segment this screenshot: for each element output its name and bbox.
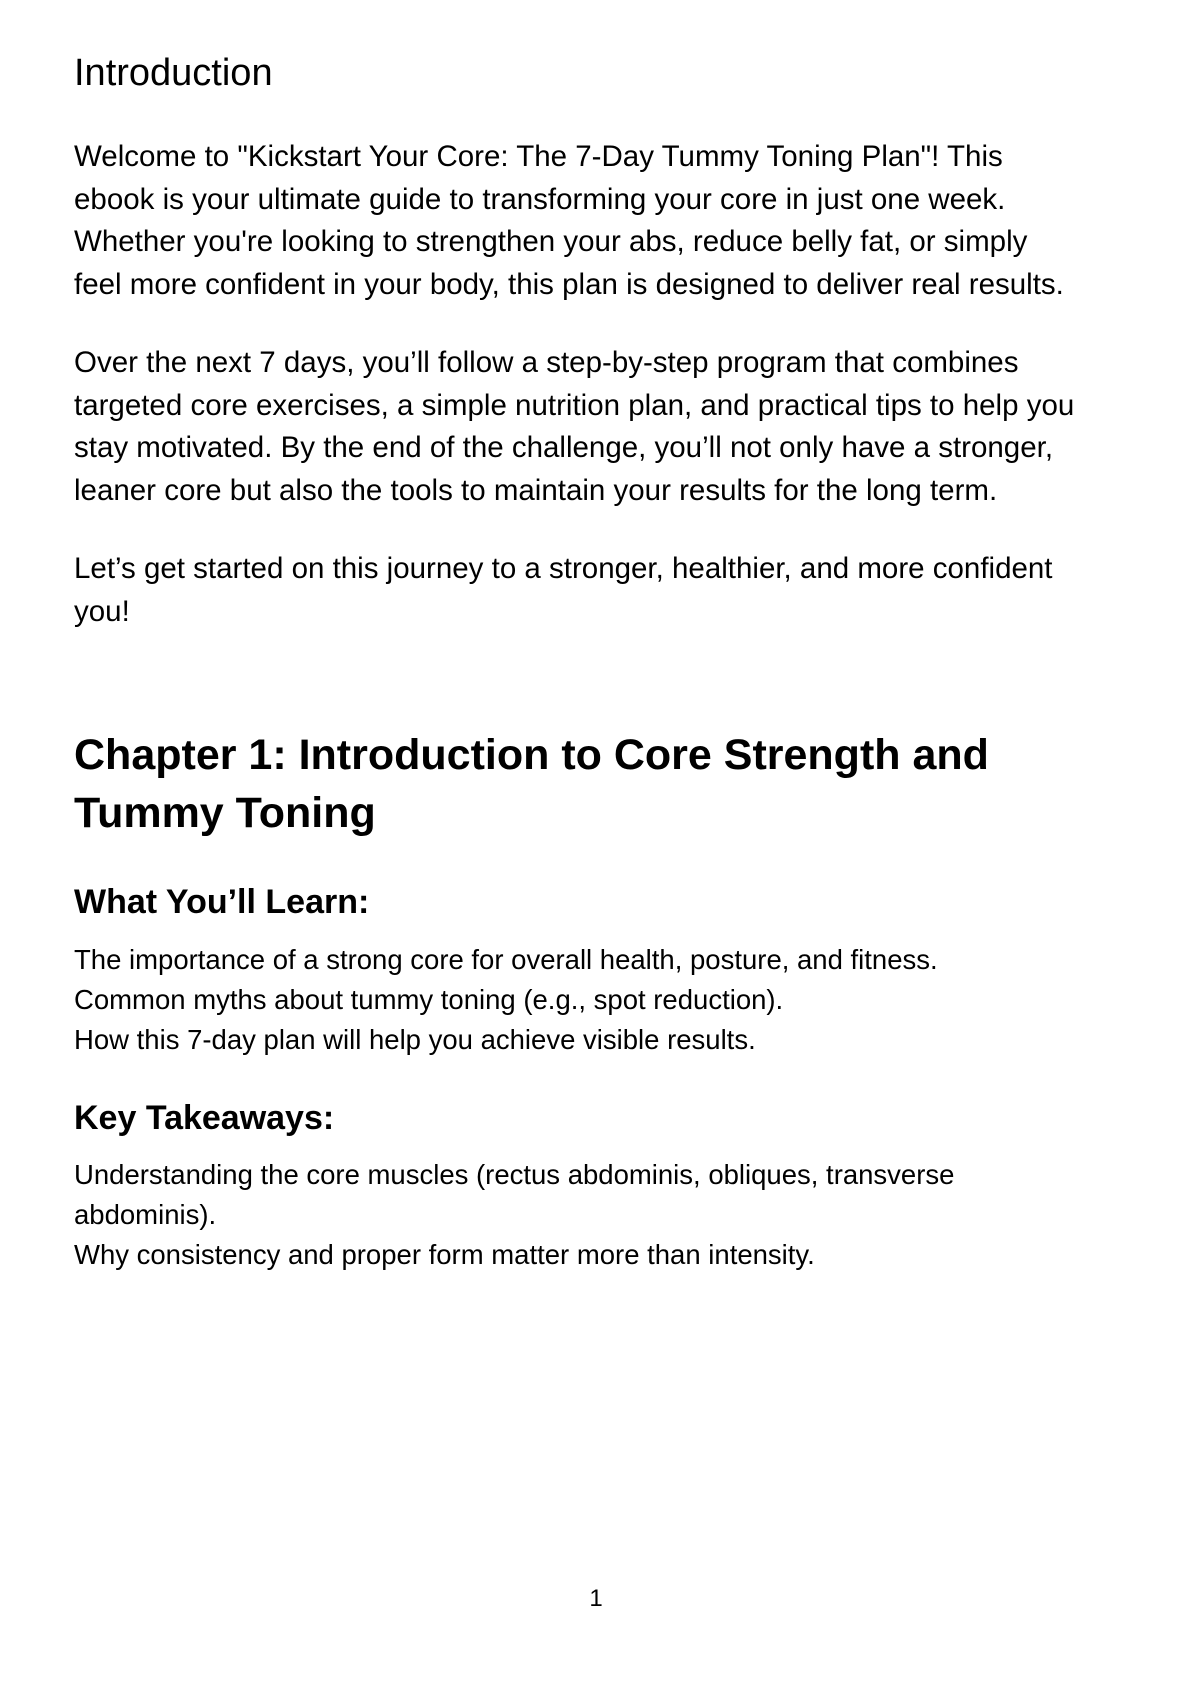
text-line: How this 7-day plan will help you achieve visible results.: [74, 1024, 756, 1055]
heading-line: Chapter 1: Introduction to Core Strength and: [74, 731, 989, 779]
text-line: ebook is your ultimate guide to transforming your core in just one week.: [74, 182, 1006, 216]
text-line: targeted core exercises, a simple nutrition plan, and practical tips to help you: [74, 388, 1075, 422]
text-line: Welcome to "Kickstart Your Core: The 7-Day Tummy Toning Plan"! This: [74, 140, 1003, 173]
intro-paragraph-1: [74, 136, 1174, 306]
text-line: leaner core but also the tools to maintain your results for the long term.: [74, 473, 998, 507]
text-line: The importance of a strong core for overall health, posture, and fitness.: [74, 944, 938, 975]
text-line: Understanding the core muscles (rectus abdominis, obliques, transverse: [74, 1159, 955, 1190]
text-line: Let’s get started on this journey to a stronger, healthier, and more confident: [74, 552, 1053, 585]
page-number: 1: [589, 1585, 603, 1612]
list-item: [74, 980, 938, 1020]
text-line: Common myths about tummy toning (e.g., spot reduction).: [74, 984, 784, 1015]
list-item: [74, 1235, 954, 1275]
list-item: [74, 1155, 954, 1235]
learn-list: [74, 940, 938, 1060]
key-takeaways-heading: Key Takeaways:: [74, 1099, 335, 1137]
takeaways-list: [74, 1155, 954, 1275]
text-line: abdominis).: [74, 1199, 217, 1230]
text-line: Over the next 7 days, you’ll follow a step-by-step program that combines: [74, 346, 1019, 379]
intro-paragraph-3: [74, 548, 1174, 633]
chapter-1-heading: [74, 726, 989, 842]
text-line: you!: [74, 594, 130, 628]
list-item: [74, 1020, 938, 1060]
heading-line: Tummy Toning: [74, 789, 376, 837]
intro-heading: Introduction: [74, 52, 273, 94]
text-line: Why consistency and proper form matter more than intensity.: [74, 1239, 815, 1270]
intro-paragraph-2: [74, 342, 1174, 512]
text-line: feel more confident in your body, this plan is designed to deliver real results.: [74, 267, 1064, 301]
text-line: stay motivated. By the end of the challenge, you’ll not only have a stronger,: [74, 431, 1054, 464]
what-youll-learn-heading: What You’ll Learn:: [74, 883, 370, 921]
text-line: Whether you're looking to strengthen your abs, reduce belly fat, or simply: [74, 225, 1028, 258]
list-item: [74, 940, 938, 980]
